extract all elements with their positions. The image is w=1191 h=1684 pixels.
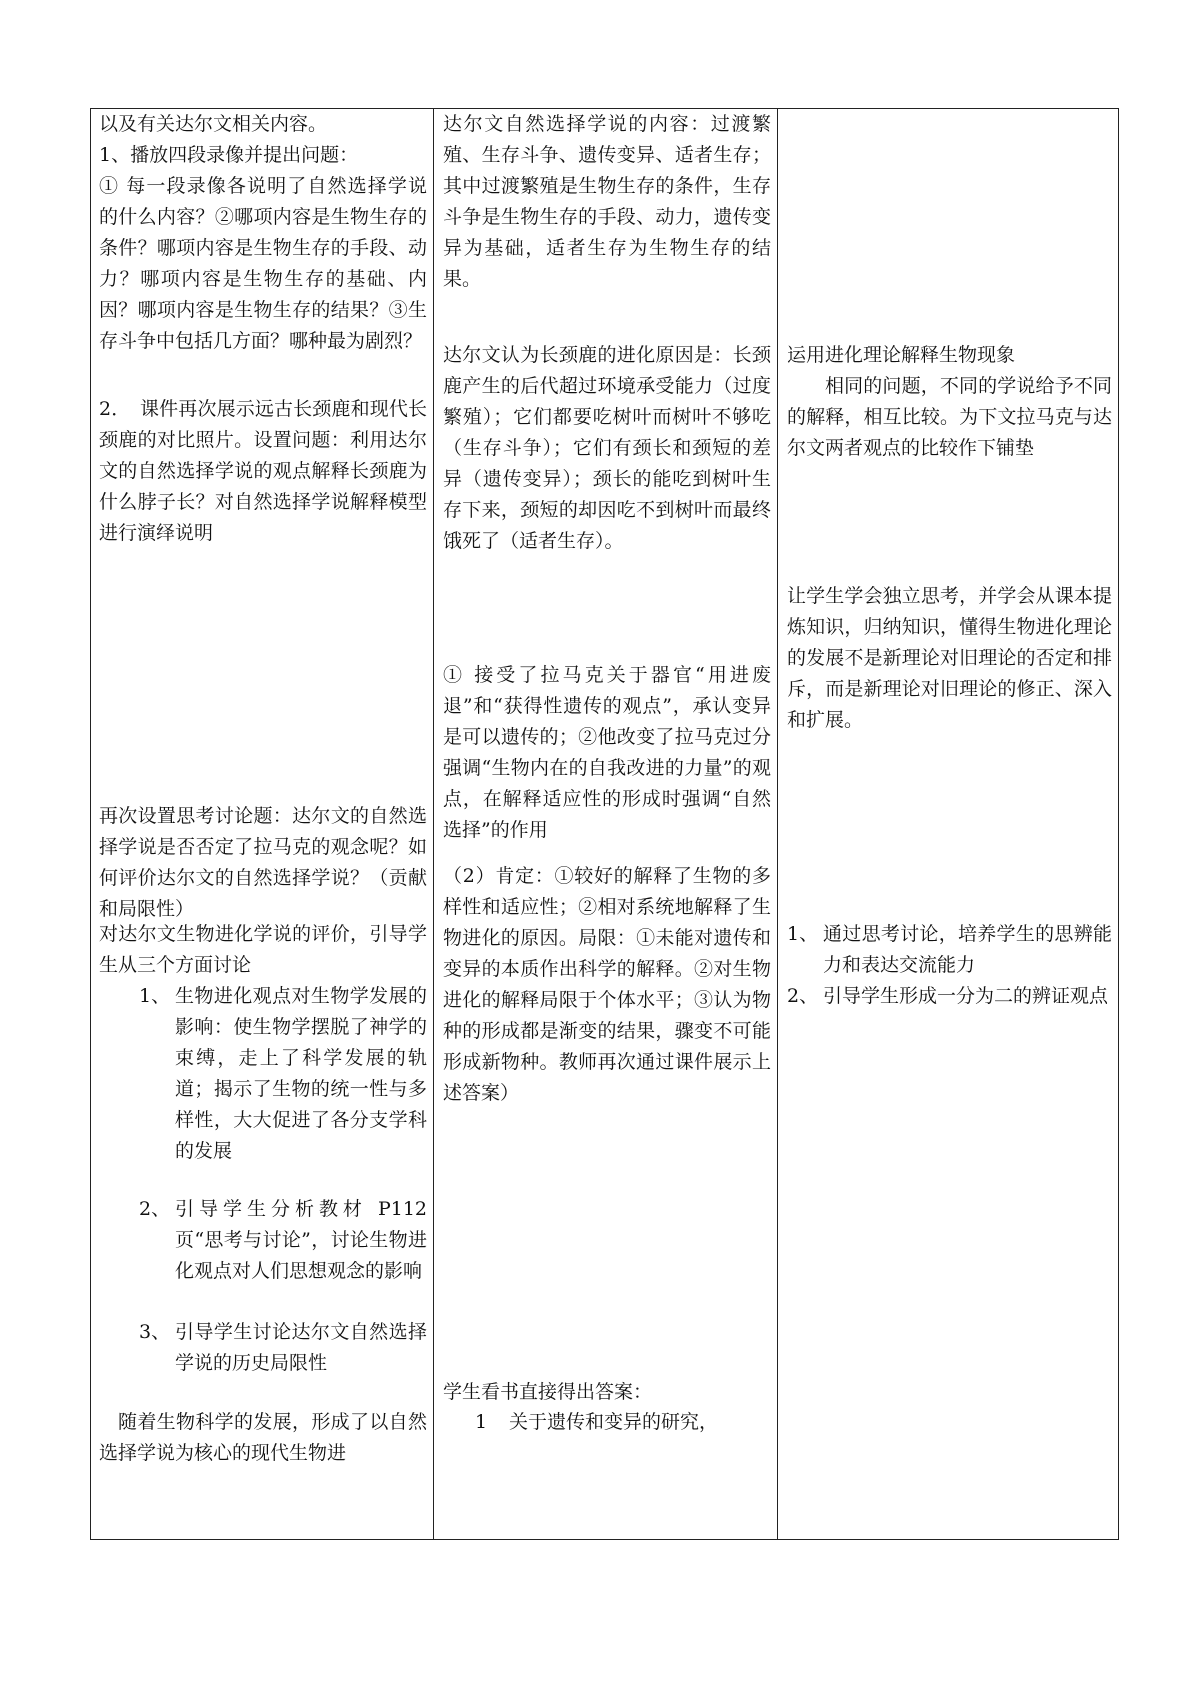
text-paragraph: 随着生物科学的发展，形成了以自然选择学说为核心的现代生物进 — [99, 1411, 427, 1464]
text-paragraph: 2． 课件再次展示远古长颈鹿和现代长颈鹿的对比照片。设置问题：利用达尔文的自然选择学说的观点解释长颈鹿为什么脖子长？对自然选择学说解释模型进行演绎说明 — [99, 398, 427, 544]
list-text: 引导学生分析教材 P112 页“思考与讨论”，讨论生物进化观点对人们思想观念的影响 — [175, 1198, 427, 1282]
text-paragraph: 达尔文自然选择学说的内容：过渡繁殖、生存斗争、遗传变异、适者生存；其中过渡繁殖是生物生存的条件，生存斗争是生物生存的手段、动力，遗传变异为基础，适者生存为生物生存的结果。 — [443, 113, 771, 290]
teacher-activity-cell — [91, 109, 433, 1539]
lesson-plan-table — [90, 108, 1119, 1540]
text-paragraph: ① 接受了拉马克关于器官“用进废退”和“获得性遗传的观点”，承认变异是可以遗传的；②他改变了拉马克过分强调“生物内在的自我改进的力量”的观点，在解释适应性的形成时强调“自然选择”的作用 — [443, 664, 771, 841]
list-number: 1、 — [787, 923, 819, 945]
text-paragraph: ① 每一段录像各说明了自然选择学说的什么内容？②哪项内容是生物生存的条件？哪项内容是生物生存的手段、动力？哪项内容是生物生存的基础、内因？哪项内容是生物生存的结果？③生存斗争中包括几方面？哪种最为剧烈？ — [99, 175, 427, 352]
list-text: 通过思考讨论，培养学生的思辨能力和表达交流能力 — [823, 923, 1112, 976]
list-number: 3、 — [139, 1321, 171, 1343]
text-paragraph: 对达尔文生物进化学说的评价，引导学生从三个方面讨论 — [99, 923, 427, 976]
list-text: 关于遗传和变异的研究， — [509, 1411, 719, 1433]
text-paragraph: 再次设置思考讨论题：达尔文的自然选择学说是否否定了拉马克的观念呢？如何评价达尔文的自然选择学说？（贡献和局限性） — [99, 805, 427, 920]
column-divider — [433, 109, 434, 1539]
text-paragraph: 运用进化理论解释生物现象 — [787, 344, 1016, 366]
list-text: 生物进化观点对生物学发展的影响：使生物学摆脱了神学的束缚，走上了科学发展的轨道；揭示了生物的统一性与多样性，大大促进了各分支学科的发展 — [175, 985, 427, 1162]
list-number: 2、 — [787, 985, 819, 1007]
list-number: 1 — [475, 1411, 488, 1433]
text-paragraph: 1、播放四段录像并提出问题： — [99, 144, 359, 166]
text-paragraph: 让学生学会独立思考，并学会从课本提炼知识，归纳知识，懂得生物进化理论的发展不是新理论对旧理论的否定和排斥，而是新理论对旧理论的修正、深入和扩展。 — [787, 585, 1112, 731]
list-text: 引导学生讨论达尔文自然选择学说的历史局限性 — [175, 1321, 427, 1374]
text-paragraph: 达尔文认为长颈鹿的进化原因是：长颈鹿产生的后代超过环境承受能力（过度繁殖）；它们都要吃树叶而树叶不够吃（生存斗争）；它们有颈长和颈短的差异（遗传变异）；颈长的能吃到树叶生存下来，颈短的却因吃不到树叶而最终饿死了（适者生存）。 — [443, 344, 771, 552]
text-paragraph: 以及有关达尔文相关内容。 — [99, 113, 328, 135]
text-paragraph: （2）肯定：①较好的解释了生物的多样性和适应性；②相对系统地解释了生物进化的原因。局限：①未能对遗传和变异的本质作出科学的解释。②对生物进化的解释局限于个体水平；③认为物种的形成都是渐变的结果，骤变不可能形成新物种。教师再次通过课件展示上述答案） — [443, 865, 771, 1104]
list-number: 2、 — [139, 1198, 171, 1220]
text-paragraph: 学生看书直接得出答案： — [443, 1381, 653, 1403]
text-paragraph: 相同的问题，不同的学说给予不同的解释，相互比较。为下文拉马克与达尔文两者观点的比较作下铺垫 — [787, 375, 1112, 459]
list-text: 引导学生形成一分为二的辨证观点 — [823, 985, 1109, 1007]
design-intent-cell — [779, 109, 1118, 1539]
column-divider — [777, 109, 778, 1539]
list-number: 1、 — [139, 985, 171, 1007]
student-activity-cell — [435, 109, 777, 1539]
